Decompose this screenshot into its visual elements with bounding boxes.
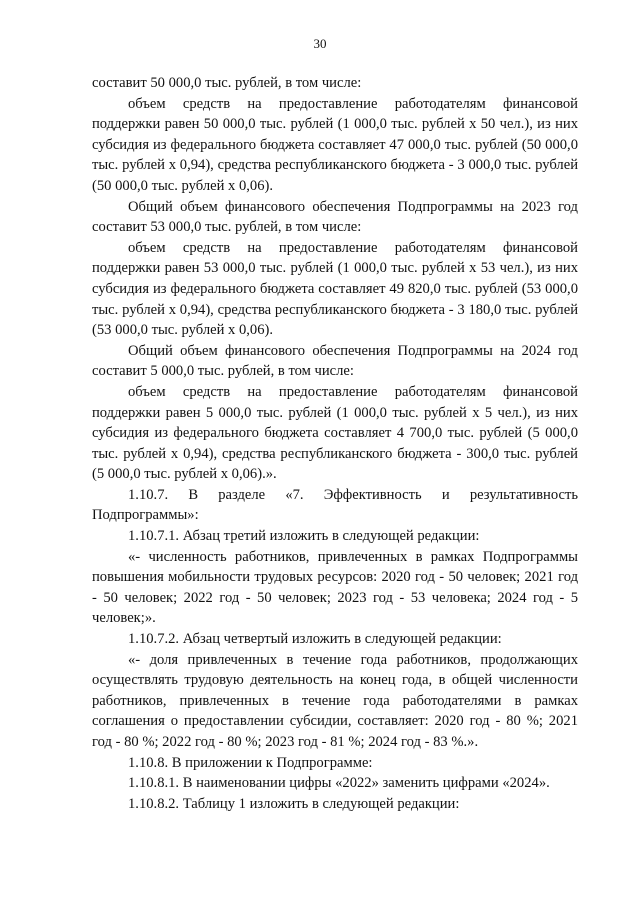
page-number: 30: [313, 36, 327, 51]
paragraph-2: объем средств на предоставление работодателям финансовой поддержки равен 50 000,0 тыс. рублей (1 000,0 тыс. рублей x 50 чел.), из них субсидия из федерального бюджета составляет 47 000,0 тыс. рублей (50 000,0 тыс. рублей x 0,94), средства республиканского бюджета - 3 000,0 тыс. рублей (50 000,0 тыс. рублей x 0,06).: [92, 95, 578, 194]
paragraph-3: Общий объем финансового обеспечения Подпрограммы на 2023 год составит 53 000,0 тыс. рублей, в том числе:: [92, 198, 578, 236]
paragraph-6: объем средств на предоставление работодателям финансовой поддержки равен 5 000,0 тыс. рублей (1 000,0 тыс. рублей x 5 чел.), из них субсидия из федерального бюджета составляет 4 700,0 тыс. рублей (5 000,0 тыс. рублей x 0,94), средства республиканского бюджета - 300,0 тыс. рублей (5 000,0 тыс. рублей x 0,06).».: [92, 383, 578, 483]
paragraph-13: 1.10.8.1. В наименовании цифры «2022» заменить цифрами «2024».: [128, 775, 550, 792]
paragraph-4: объем средств на предоставление работодателям финансовой поддержки равен 53 000,0 тыс. рублей (1 000,0 тыс. рублей x 53 чел.), из них субсидия из федерального бюджета составляет 49 820,0 тыс. рублей (53 000,0 тыс. рублей x 0,94), средства республиканского бюджета - 3 180,0 тыс. рублей (53 000,0 тыс. рублей x 0,06).: [92, 239, 578, 339]
paragraph-1: составит 50 000,0 тыс. рублей, в том числе:: [92, 75, 362, 91]
paragraph-14: 1.10.8.2. Таблицу 1 изложить в следующей редакции:: [128, 795, 460, 812]
paragraph-12: 1.10.8. В приложении к Подпрограмме:: [128, 754, 373, 771]
paragraph-10: 1.10.7.2. Абзац четвертый изложить в следующей редакции:: [128, 631, 502, 648]
paragraph-5: Общий объем финансового обеспечения Подпрограммы на 2024 год составит 5 000,0 тыс. рублей, в том числе:: [92, 342, 578, 380]
paragraph-11: «- доля привлеченных в течение года работников, продолжающих осуществлять трудовую деятельность на конец года, в общей численности работников, привлеченных в течение года работодателями в рамках соглашения о предоставлении субсидии, составляет: 2020 год - 80 %; 2021 год - 80 %; 2022 год - 80 %; 2023 год - 81 %; 2024 год - 83 %.».: [92, 651, 578, 750]
paragraph-8: 1.10.7.1. Абзац третий изложить в следующей редакции:: [128, 528, 480, 545]
paragraph-7: 1.10.7. В разделе «7. Эффективность и результативность Подпрограммы»:: [92, 486, 578, 524]
paragraph-9: «- численность работников, привлеченных в рамках Подпрограммы повышения мобильности трудовых ресурсов: 2020 год - 50 человек; 2021 год - 50 человек; 2022 год - 50 человек; 2023 год - 53 человека; 2024 год - 5 человек;».: [92, 548, 578, 627]
document-body: [92, 73, 578, 814]
